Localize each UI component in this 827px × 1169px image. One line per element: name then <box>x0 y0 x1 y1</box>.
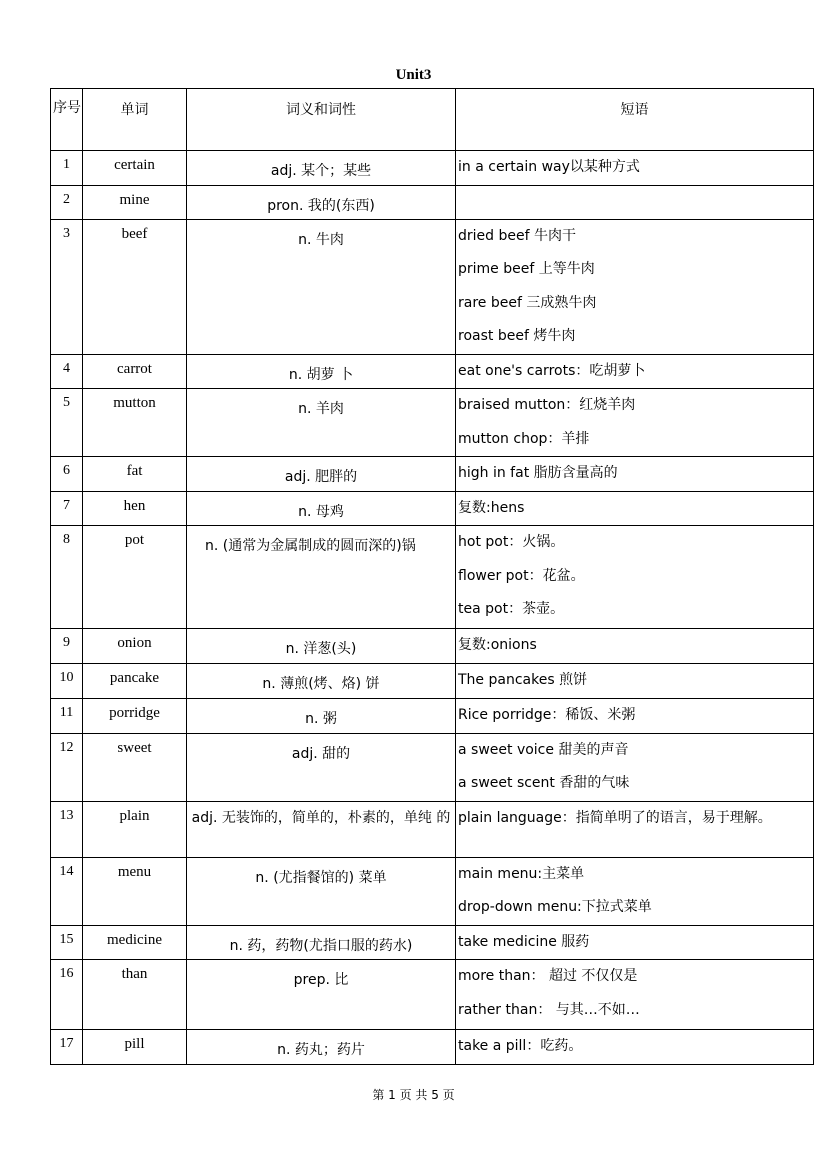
phrase-item: drop-down menu:下拉式菜单 <box>458 899 652 915</box>
phrase-item: a sweet scent 香甜的气味 <box>458 775 630 791</box>
row-meaning: adj. 无装饰的，简单的，朴素的，单纯 的 <box>187 801 456 857</box>
row-number: 11 <box>51 698 83 733</box>
table-row <box>51 960 814 1030</box>
table-row <box>51 491 814 526</box>
phrase-item: plain language：指简单明了的语言，易于理解。 <box>458 809 772 826</box>
row-number: 10 <box>51 663 83 698</box>
row-number: 16 <box>51 960 83 1030</box>
phrase-item: The pancakes 煎饼 <box>458 671 588 688</box>
row-phrases <box>456 960 814 1030</box>
row-meaning: n. 胡萝 卜 <box>187 354 456 389</box>
header-number: 序号 <box>51 89 83 151</box>
table-row <box>51 801 814 857</box>
header-meaning: 词义和词性 <box>187 89 456 151</box>
phrase-item: more than： 超过 不仅仅是 <box>458 968 638 984</box>
phrase-item: hot pot：火锅。 <box>458 534 565 550</box>
row-word: hen <box>83 491 187 526</box>
phrase-item: tea pot：茶壶。 <box>458 601 565 617</box>
row-phrases <box>456 801 814 857</box>
table-row <box>51 185 814 219</box>
table-row <box>51 389 814 457</box>
phrase-item: rare beef 三成熟牛肉 <box>458 294 597 311</box>
row-word: than <box>83 960 187 1030</box>
row-number: 15 <box>51 925 83 960</box>
row-meaning: n. 药，药物(尤指口服的药水) <box>187 925 456 960</box>
table-header-row <box>51 89 814 151</box>
row-meaning: adj. 甜的 <box>187 733 456 801</box>
row-number: 2 <box>51 185 83 219</box>
row-meaning: prep. 比 <box>187 960 456 1030</box>
row-number: 7 <box>51 491 83 526</box>
row-number: 13 <box>51 801 83 857</box>
row-phrases <box>456 733 814 801</box>
phrase-item: flower pot：花盆。 <box>458 567 585 584</box>
row-word: plain <box>83 801 187 857</box>
phrase-item: take a pill：吃药。 <box>458 1038 583 1054</box>
row-number: 9 <box>51 629 83 664</box>
phrase-item: braised mutton：红烧羊肉 <box>458 397 636 413</box>
phrase-item: take medicine 服药 <box>458 933 590 950</box>
row-word: certain <box>83 151 187 186</box>
phrase-item: main menu:主菜单 <box>458 865 585 882</box>
page-title: Unit3 <box>395 67 432 83</box>
table-row <box>51 151 814 186</box>
table-row <box>51 526 814 629</box>
phrase-item: Rice porridge：稀饭、米粥 <box>458 706 636 723</box>
row-word: pot <box>83 526 187 629</box>
row-number: 6 <box>51 457 83 492</box>
row-number: 3 <box>51 219 83 354</box>
phrase-item: roast beef 烤牛肉 <box>458 328 576 344</box>
row-meaning: n. (通常为金属制成的圆而深的)锅 <box>187 526 456 629</box>
row-word: mutton <box>83 389 187 457</box>
row-word: mine <box>83 185 187 219</box>
row-meaning: n. 薄煎(烤、烙) 饼 <box>187 663 456 698</box>
row-word: fat <box>83 457 187 492</box>
row-phrases <box>456 389 814 457</box>
phrase-item: dried beef 牛肉干 <box>458 227 576 244</box>
row-meaning: n. 粥 <box>187 698 456 733</box>
row-meaning: n. 牛肉 <box>187 219 456 354</box>
table-row <box>51 457 814 492</box>
row-phrases <box>456 526 814 629</box>
row-number: 5 <box>51 389 83 457</box>
row-phrases <box>456 925 814 960</box>
row-meaning: adj. 肥胖的 <box>187 457 456 492</box>
row-phrases <box>456 698 814 733</box>
row-phrases <box>456 663 814 698</box>
table-row <box>51 857 814 925</box>
table-row <box>51 629 814 664</box>
row-word: beef <box>83 219 187 354</box>
row-phrases <box>456 185 814 219</box>
table-row <box>51 733 814 801</box>
phrase-item: prime beef 上等牛肉 <box>458 261 595 277</box>
phrase-item: 复数:hens <box>458 499 525 516</box>
phrase-item: eat one's carrots：吃胡萝卜 <box>458 362 646 379</box>
row-number: 4 <box>51 354 83 389</box>
row-phrases <box>456 151 814 186</box>
table-row <box>51 1030 814 1065</box>
phrase-item: in a certain way以某种方式 <box>458 159 640 175</box>
row-meaning: adj. 某个；某些 <box>187 151 456 186</box>
table-row <box>51 219 814 354</box>
row-number: 8 <box>51 526 83 629</box>
row-number: 12 <box>51 733 83 801</box>
row-meaning: n. 药丸；药片 <box>187 1030 456 1065</box>
row-meaning: n. (尤指餐馆的) 菜单 <box>187 857 456 925</box>
header-phrase: 短语 <box>456 89 814 151</box>
table-row <box>51 925 814 960</box>
phrase-item: rather than： 与其…不如… <box>458 1001 640 1018</box>
row-phrases <box>456 1030 814 1065</box>
row-word: sweet <box>83 733 187 801</box>
phrase-item: mutton chop：羊排 <box>458 430 590 447</box>
table-row <box>51 663 814 698</box>
row-phrases <box>456 857 814 925</box>
page-footer: 第 1 页 共 5 页 <box>372 1088 455 1102</box>
table-row <box>51 698 814 733</box>
vocabulary-table <box>50 88 814 1065</box>
table-row <box>51 354 814 389</box>
header-word: 单词 <box>83 89 187 151</box>
row-meaning: pron. 我的(东西) <box>187 185 456 219</box>
row-word: porridge <box>83 698 187 733</box>
phrase-item: 复数:onions <box>458 637 537 653</box>
phrase-item: a sweet voice 甜美的声音 <box>458 741 629 758</box>
row-phrases <box>456 457 814 492</box>
row-number: 17 <box>51 1030 83 1065</box>
row-word: menu <box>83 857 187 925</box>
row-word: pill <box>83 1030 187 1065</box>
phrase-item: high in fat 脂肪含量高的 <box>458 465 618 481</box>
row-meaning: n. 羊肉 <box>187 389 456 457</box>
row-phrases <box>456 219 814 354</box>
row-word: onion <box>83 629 187 664</box>
row-meaning: n. 母鸡 <box>187 491 456 526</box>
row-phrases <box>456 354 814 389</box>
row-number: 14 <box>51 857 83 925</box>
row-meaning: n. 洋葱(头) <box>187 629 456 664</box>
row-number: 1 <box>51 151 83 186</box>
row-phrases <box>456 629 814 664</box>
row-word: pancake <box>83 663 187 698</box>
row-word: medicine <box>83 925 187 960</box>
row-word: carrot <box>83 354 187 389</box>
row-phrases <box>456 491 814 526</box>
